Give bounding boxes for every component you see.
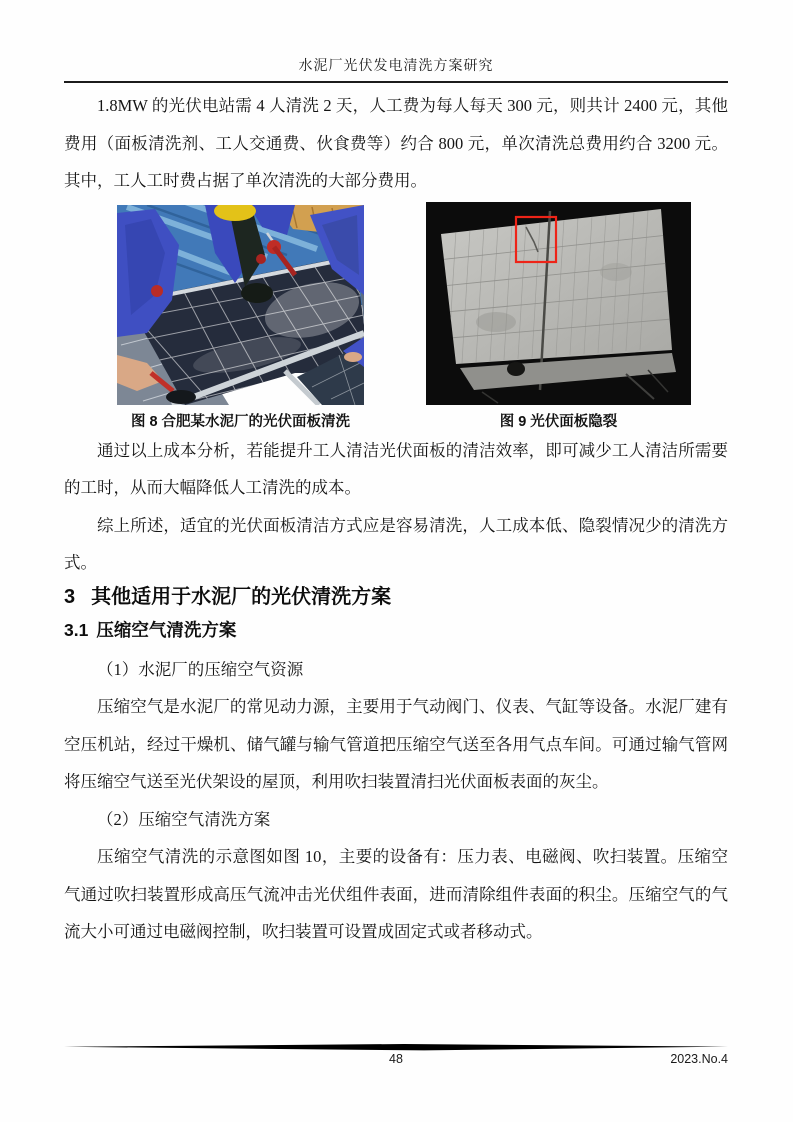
header-rule xyxy=(64,81,728,83)
paragraph-compressed-air: 压缩空气是水泥厂的常见动力源，主要用于气动阀门、仪表、气缸等设备。水泥厂建有空压机站，经过干燥机、储气罐与输气管道把压缩空气送至各用气点车间。可通过输气管网将压缩空气送至光伏架设的屋顶，利用吹扫装置清扫光伏面板表面的灰尘。 xyxy=(64,697,728,791)
figure-8-caption: 图 8 合肥某水泥厂的光伏面板清洗 xyxy=(130,413,351,430)
subsection-title: 压缩空气清洗方案 xyxy=(96,619,237,640)
section-heading xyxy=(64,584,728,611)
issue-label: 2023.No.4 xyxy=(670,1052,728,1066)
subsection-number: 3.1 xyxy=(64,619,89,640)
paragraph-analysis: 通过以上成本分析，若能提升工人清洁光伏面板的清洁效率，即可减少工人清洁所需要的工时，从而大幅降低人工清洗的成本。 xyxy=(64,440,728,497)
section-title: 其他适用于水泥厂的光伏清洗方案 xyxy=(91,585,392,608)
running-header-title: 水泥厂光伏发电清洗方案研究 xyxy=(298,59,494,74)
subsection-heading xyxy=(64,618,728,643)
paragraph-cleaning-scheme: 压缩空气清洗的示意图如图 10，主要的设备有：压力表、电磁阀、吹扫装置。压缩空气通过吹扫装置形成高压气流冲击光伏组件表面，进而清除组件表面的积尘。压缩空气的气流大小可通过电磁阀控制，吹扫装置可设置成固定式或者移动式。 xyxy=(64,847,728,941)
figure-9-caption: 图 9 光伏面板隐裂 xyxy=(499,413,618,430)
paragraph-summary: 综上所述，适宜的光伏面板清洁方式应是容易清洗，人工成本低、隐裂情况少的清洗方式。 xyxy=(64,515,728,572)
footer-rule xyxy=(64,1044,728,1051)
section-number: 3 xyxy=(64,585,76,608)
figure-8 xyxy=(117,205,364,431)
panel-cleaning-photo xyxy=(117,205,364,405)
page-footer xyxy=(64,1044,728,1070)
figure-row xyxy=(64,202,728,432)
list-item-1: （1）水泥厂的压缩空气资源 xyxy=(97,659,304,679)
footer-row xyxy=(64,1052,728,1070)
figure-9 xyxy=(426,202,691,431)
page-number: 48 xyxy=(389,1052,403,1066)
panel-crack-el-photo xyxy=(426,202,691,405)
page-content xyxy=(64,56,728,951)
running-header xyxy=(64,56,728,83)
list-item-2: （2）压缩空气清洗方案 xyxy=(97,809,271,829)
paragraph-cost: 1.8MW 的光伏电站需 4 人清洗 2 天，人工费为每人每天 300 元，则共计 2400 元，其他费用（面板清洗剂、工人交通费、伙食费等）约合 800 元，单次清洗总费用约合 3200 元。其中，工人工时费占据了单次清洗的大部分费用。 xyxy=(64,96,728,190)
